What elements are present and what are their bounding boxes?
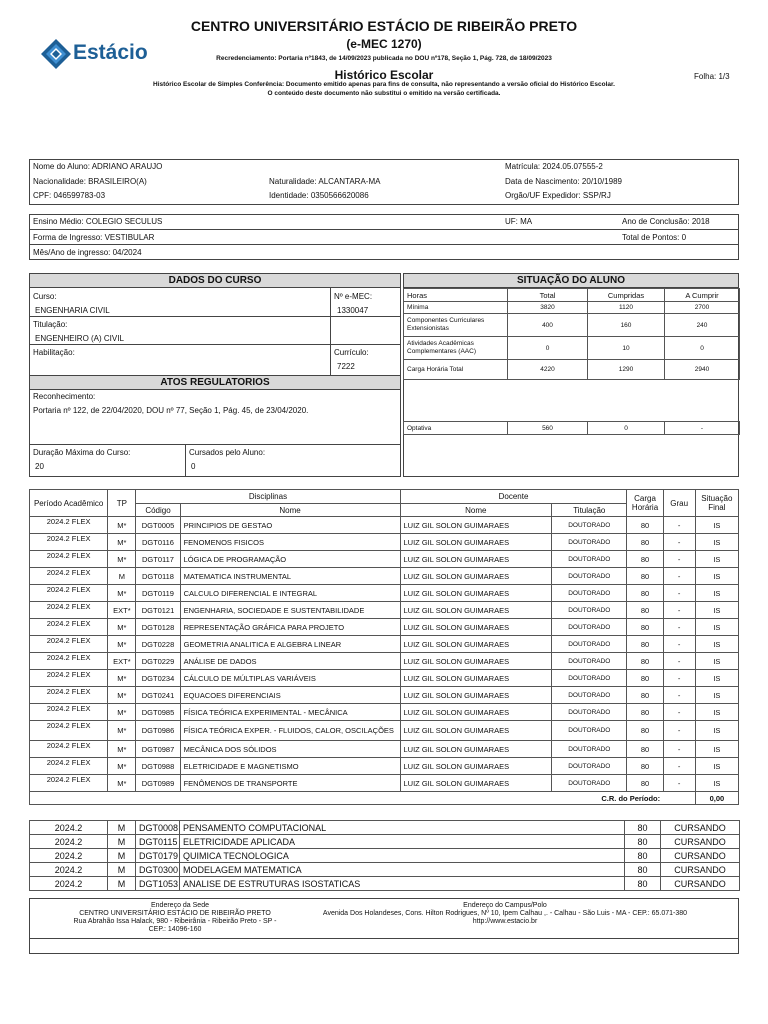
current-hours: 80 bbox=[625, 863, 661, 877]
discipline-teacher-title: DOUTORADO bbox=[552, 517, 627, 534]
divider bbox=[29, 244, 739, 245]
discipline-status: IS bbox=[695, 568, 738, 585]
discipline-status: IS bbox=[695, 653, 738, 670]
table-row bbox=[30, 534, 739, 551]
current-row bbox=[30, 877, 740, 891]
optativa-total: 560 bbox=[508, 422, 588, 435]
discipline-hours: 80 bbox=[627, 653, 663, 670]
discipline-grade: - bbox=[663, 568, 695, 585]
current-name: QUIMICA TECNOLOGICA bbox=[180, 849, 625, 863]
student-birthplace: Naturalidade: ALCANTARA-MA bbox=[269, 177, 381, 186]
discipline-status: IS bbox=[695, 534, 738, 551]
duracao-label: Duração Máxima do Curso: bbox=[33, 448, 131, 457]
discipline-teacher: LUIZ GIL SOLON GUIMARAES bbox=[400, 517, 552, 534]
discipline-grade: - bbox=[663, 602, 695, 619]
current-period: 2024.2 bbox=[30, 863, 108, 877]
col-titulacao: Titulação bbox=[552, 504, 627, 517]
discipline-grade: - bbox=[663, 704, 695, 721]
logo-wordmark: Estácio bbox=[73, 41, 148, 64]
discipline-hours: 80 bbox=[627, 741, 663, 758]
habilitacao-label: Habilitação: bbox=[33, 348, 75, 357]
discipline-period: 2024.2 FLEX bbox=[30, 670, 108, 687]
student-nationality: Nacionalidade: BRASILEIRO(A) bbox=[33, 177, 147, 186]
discipline-tp: EXT* bbox=[108, 602, 136, 619]
current-period: 2024.2 bbox=[30, 877, 108, 891]
emec-value: 1330047 bbox=[337, 306, 369, 315]
discipline-code: DGT0228 bbox=[136, 636, 180, 653]
discipline-tp: M* bbox=[108, 741, 136, 758]
current-code: DGT0008 bbox=[136, 821, 180, 835]
discipline-code: DGT0005 bbox=[136, 517, 180, 534]
discipline-period: 2024.2 FLEX bbox=[30, 758, 108, 775]
table-row bbox=[30, 721, 739, 741]
high-school: Ensino Médio: COLEGIO SECULUS bbox=[33, 217, 163, 226]
situation-row-todo: 240 bbox=[665, 314, 740, 337]
sede-address: Rua Abrahão Issa Halack, 980 - Ribeirânia - Ribeirão Preto - SP - bbox=[73, 918, 277, 925]
discipline-tp: M* bbox=[108, 721, 136, 741]
col-carga: Carga Horária bbox=[627, 490, 663, 517]
atos-title: ATOS REGULATORIOS bbox=[29, 375, 401, 390]
discipline-code: DGT0988 bbox=[136, 758, 180, 775]
current-period: 2024.2 bbox=[30, 835, 108, 849]
discipline-status: IS bbox=[695, 758, 738, 775]
current-status: CURSANDO bbox=[661, 877, 740, 891]
discipline-code: DGT0116 bbox=[136, 534, 180, 551]
discipline-period: 2024.2 FLEX bbox=[30, 534, 108, 551]
discipline-code: DGT0241 bbox=[136, 687, 180, 704]
discipline-code: DGT0118 bbox=[136, 568, 180, 585]
discipline-hours: 80 bbox=[627, 585, 663, 602]
discipline-teacher: LUIZ GIL SOLON GUIMARAES bbox=[400, 653, 552, 670]
table-row bbox=[30, 517, 739, 534]
discipline-teacher-title: DOUTORADO bbox=[552, 585, 627, 602]
discipline-teacher: LUIZ GIL SOLON GUIMARAES bbox=[400, 721, 552, 741]
current-period: 2024.2 bbox=[30, 821, 108, 835]
discipline-teacher: LUIZ GIL SOLON GUIMARAES bbox=[400, 619, 552, 636]
discipline-teacher: LUIZ GIL SOLON GUIMARAES bbox=[400, 670, 552, 687]
discipline-code: DGT0987 bbox=[136, 741, 180, 758]
discipline-teacher-title: DOUTORADO bbox=[552, 619, 627, 636]
current-row bbox=[30, 821, 740, 835]
disciplines-table bbox=[29, 489, 739, 805]
discipline-name: PRINCIPIOS DE GESTAO bbox=[180, 517, 400, 534]
col-disciplinas: Disciplinas bbox=[136, 490, 400, 504]
reconhecimento-value: Portaria nº 122, de 22/04/2020, DOU nº 77, Seção 1, Pág. 45, de 23/04/2020. bbox=[33, 406, 309, 415]
reconhecimento-label: Reconhecimento: bbox=[33, 392, 96, 401]
course-value: ENGENHARIA CIVIL bbox=[35, 306, 110, 315]
discipline-name: EQUACOES DIFERENCIAIS bbox=[180, 687, 400, 704]
discipline-period: 2024.2 FLEX bbox=[30, 775, 108, 792]
situation-row-todo: 2940 bbox=[665, 360, 740, 380]
discipline-period: 2024.2 FLEX bbox=[30, 602, 108, 619]
course-label: Curso: bbox=[33, 292, 57, 301]
discipline-status: IS bbox=[695, 636, 738, 653]
student-birthdate: Data de Nascimento: 20/10/1989 bbox=[505, 177, 622, 186]
current-tp: M bbox=[108, 877, 136, 891]
table-row bbox=[30, 653, 739, 670]
discipline-teacher-title: DOUTORADO bbox=[552, 721, 627, 741]
current-tp: M bbox=[108, 835, 136, 849]
discipline-hours: 80 bbox=[627, 775, 663, 792]
discipline-tp: M* bbox=[108, 687, 136, 704]
estacio-logo-icon bbox=[40, 38, 72, 70]
discipline-period: 2024.2 FLEX bbox=[30, 585, 108, 602]
student-issuer: Orgão/UF Expedidor: SSP/RJ bbox=[505, 191, 611, 200]
campus-label: Endereço do Campus/Polo bbox=[463, 902, 547, 909]
cr-label: C.R. do Período: bbox=[30, 792, 664, 805]
discipline-teacher: LUIZ GIL SOLON GUIMARAES bbox=[400, 741, 552, 758]
discipline-tp: M* bbox=[108, 775, 136, 792]
current-code: DGT1053 bbox=[136, 877, 180, 891]
discipline-grade: - bbox=[663, 687, 695, 704]
table-row bbox=[30, 704, 739, 721]
current-hours: 80 bbox=[625, 877, 661, 891]
discipline-hours: 80 bbox=[627, 721, 663, 741]
discipline-name: FENOMENOS FISICOS bbox=[180, 534, 400, 551]
student-identity: Identidade: 0350566620086 bbox=[269, 191, 369, 200]
current-row bbox=[30, 863, 740, 877]
discipline-tp: M bbox=[108, 568, 136, 585]
discipline-teacher-title: DOUTORADO bbox=[552, 687, 627, 704]
discipline-teacher-title: DOUTORADO bbox=[552, 636, 627, 653]
discipline-code: DGT0985 bbox=[136, 704, 180, 721]
discipline-grade: - bbox=[663, 517, 695, 534]
current-status: CURSANDO bbox=[661, 863, 740, 877]
discipline-status: IS bbox=[695, 670, 738, 687]
discipline-name: REPRESENTAÇÃO GRÁFICA PARA PROJETO bbox=[180, 619, 400, 636]
current-status: CURSANDO bbox=[661, 821, 740, 835]
discipline-teacher-title: DOUTORADO bbox=[552, 568, 627, 585]
col-grau: Grau bbox=[663, 490, 695, 517]
optativa-done: 0 bbox=[588, 422, 665, 435]
discipline-hours: 80 bbox=[627, 758, 663, 775]
course-data-title: DADOS DO CURSO bbox=[29, 273, 401, 288]
cr-value: 0,00 bbox=[695, 792, 738, 805]
discipline-status: IS bbox=[695, 721, 738, 741]
disclaimer-line-2: O conteúdo deste documento não substitui o emitido na versão certificada. bbox=[267, 90, 501, 97]
discipline-teacher: LUIZ GIL SOLON GUIMARAES bbox=[400, 534, 552, 551]
col-codigo: Código bbox=[136, 504, 180, 517]
situation-row-label: Atividades Acadêmicas Complementares (AAC) bbox=[404, 337, 508, 360]
situation-row-total: 400 bbox=[508, 314, 588, 337]
recredenciamento: Recredenciamento: Portaria nº1843, de 14/09/2023 publicada no DOU nº178, Seção 1, Pág. 728, de 18/09/2023 bbox=[216, 55, 552, 62]
discipline-period: 2024.2 FLEX bbox=[30, 568, 108, 585]
discipline-period: 2024.2 FLEX bbox=[30, 704, 108, 721]
table-row bbox=[30, 687, 739, 704]
optativa-todo: - bbox=[665, 422, 740, 435]
table-row bbox=[30, 758, 739, 775]
duracao-value: 20 bbox=[35, 462, 44, 471]
discipline-period: 2024.2 FLEX bbox=[30, 517, 108, 534]
col-periodo: Período Acadêmico bbox=[30, 490, 108, 517]
discipline-period: 2024.2 FLEX bbox=[30, 619, 108, 636]
discipline-grade: - bbox=[663, 534, 695, 551]
discipline-tp: M* bbox=[108, 670, 136, 687]
discipline-name: FÍSICA TEÓRICA EXPER. - FLUIDOS, CALOR, OSCILAÇÕES bbox=[180, 721, 400, 741]
current-name: ANALISE DE ESTRUTURAS ISOSTATICAS bbox=[180, 877, 625, 891]
discipline-code: DGT0229 bbox=[136, 653, 180, 670]
discipline-teacher-title: DOUTORADO bbox=[552, 551, 627, 568]
document-title: Histórico Escolar bbox=[334, 68, 434, 82]
table-row bbox=[30, 568, 739, 585]
discipline-hours: 80 bbox=[627, 534, 663, 551]
discipline-teacher-title: DOUTORADO bbox=[552, 758, 627, 775]
current-tp: M bbox=[108, 849, 136, 863]
situation-row-label: Componentes Curriculares Extensionistas bbox=[404, 314, 508, 337]
col-nome: Nome bbox=[180, 504, 400, 517]
current-hours: 80 bbox=[625, 835, 661, 849]
discipline-hours: 80 bbox=[627, 687, 663, 704]
discipline-tp: M* bbox=[108, 534, 136, 551]
current-name: PENSAMENTO COMPUTACIONAL bbox=[180, 821, 625, 835]
situation-row-total: 0 bbox=[508, 337, 588, 360]
discipline-name: ELETRICIDADE E MAGNETISMO bbox=[180, 758, 400, 775]
current-tp: M bbox=[108, 863, 136, 877]
discipline-period: 2024.2 FLEX bbox=[30, 741, 108, 758]
situation-header-todo: A Cumprir bbox=[665, 289, 740, 302]
student-name: Nome do Aluno: ADRIANO ARAUJO bbox=[33, 162, 163, 171]
situation-header-horas: Horas bbox=[404, 289, 508, 302]
discipline-hours: 80 bbox=[627, 670, 663, 687]
table-row bbox=[30, 670, 739, 687]
student-enrollment: Matrícula: 2024.05.07555-2 bbox=[505, 162, 603, 171]
sede-label: Endereço da Sede bbox=[151, 902, 209, 909]
current-tp: M bbox=[108, 821, 136, 835]
disclaimer-line-1: Histórico Escolar de Simples Conferência: Documento emitido apenas para fins de consulta, não representando a versão oficial do Histórico Escolar. bbox=[153, 81, 615, 88]
discipline-name: ANÁLISE DE DADOS bbox=[180, 653, 400, 670]
institution-name: CENTRO UNIVERSITÁRIO ESTÁCIO DE RIBEIRÃO PRETO bbox=[190, 18, 578, 34]
discipline-hours: 80 bbox=[627, 602, 663, 619]
discipline-hours: 80 bbox=[627, 517, 663, 534]
campus-url[interactable]: http://www.estacio.br bbox=[472, 918, 538, 925]
current-name: ELETRICIDADE APLICADA bbox=[180, 835, 625, 849]
situation-header-done: Cumpridas bbox=[588, 289, 665, 302]
current-courses-table bbox=[29, 820, 740, 891]
cursados-value: 0 bbox=[191, 462, 196, 471]
discipline-grade: - bbox=[663, 585, 695, 602]
current-code: DGT0179 bbox=[136, 849, 180, 863]
current-hours: 80 bbox=[625, 821, 661, 835]
divider bbox=[29, 444, 401, 445]
discipline-teacher: LUIZ GIL SOLON GUIMARAES bbox=[400, 551, 552, 568]
discipline-teacher-title: DOUTORADO bbox=[552, 775, 627, 792]
col-docente-nome: Nome bbox=[400, 504, 552, 517]
discipline-code: DGT0121 bbox=[136, 602, 180, 619]
current-code: DGT0300 bbox=[136, 863, 180, 877]
curriculo-value: 7222 bbox=[337, 362, 355, 371]
emec-label: Nº e-MEC: bbox=[334, 292, 373, 301]
discipline-code: DGT0128 bbox=[136, 619, 180, 636]
discipline-teacher: LUIZ GIL SOLON GUIMARAES bbox=[400, 775, 552, 792]
discipline-period: 2024.2 FLEX bbox=[30, 636, 108, 653]
divider bbox=[29, 938, 739, 939]
cursados-label: Cursados pelo Aluno: bbox=[189, 448, 266, 457]
discipline-code: DGT0234 bbox=[136, 670, 180, 687]
sede-cep: CEP.: 14096-160 bbox=[148, 926, 202, 933]
page-number: Folha: 1/3 bbox=[694, 72, 730, 81]
situation-row-done: 1120 bbox=[588, 302, 665, 314]
discipline-name: MATEMATICA INSTRUMENTAL bbox=[180, 568, 400, 585]
current-status: CURSANDO bbox=[661, 835, 740, 849]
discipline-tp: M* bbox=[108, 636, 136, 653]
discipline-teacher: LUIZ GIL SOLON GUIMARAES bbox=[400, 636, 552, 653]
situation-row-todo: 2700 bbox=[665, 302, 740, 314]
discipline-tp: EXT* bbox=[108, 653, 136, 670]
discipline-status: IS bbox=[695, 775, 738, 792]
table-row bbox=[30, 775, 739, 792]
sede-name: CENTRO UNIVERSITÁRIO ESTÁCIO DE RIBEIRÃO PRETO bbox=[79, 910, 271, 917]
discipline-teacher: LUIZ GIL SOLON GUIMARAES bbox=[400, 568, 552, 585]
current-code: DGT0115 bbox=[136, 835, 180, 849]
divider bbox=[330, 288, 331, 376]
discipline-tp: M* bbox=[108, 585, 136, 602]
discipline-teacher: LUIZ GIL SOLON GUIMARAES bbox=[400, 758, 552, 775]
discipline-hours: 80 bbox=[627, 636, 663, 653]
discipline-status: IS bbox=[695, 704, 738, 721]
discipline-teacher-title: DOUTORADO bbox=[552, 741, 627, 758]
table-row bbox=[30, 741, 739, 758]
discipline-teacher-title: DOUTORADO bbox=[552, 704, 627, 721]
discipline-name: CÁLCULO DE MÚLTIPLAS VARIÁVEIS bbox=[180, 670, 400, 687]
current-name: MODELAGEM MATEMATICA bbox=[180, 863, 625, 877]
discipline-hours: 80 bbox=[627, 704, 663, 721]
discipline-name: LÓGICA DE PROGRAMAÇÃO bbox=[180, 551, 400, 568]
situation-row-label: Mínima bbox=[404, 302, 508, 314]
titulacao-value: ENGENHEIRO (A) CIVIL bbox=[35, 334, 124, 343]
situation-header-total: Total bbox=[508, 289, 588, 302]
divider bbox=[29, 344, 401, 345]
entry-form: Forma de Ingresso: VESTIBULAR bbox=[33, 233, 155, 242]
situation-row-total: 3820 bbox=[508, 302, 588, 314]
student-cpf: CPF: 046599783-03 bbox=[33, 191, 106, 200]
discipline-name: ENGENHARIA, SOCIEDADE E SUSTENTABILIDADE bbox=[180, 602, 400, 619]
table-row bbox=[30, 619, 739, 636]
discipline-name: FENÔMENOS DE TRANSPORTE bbox=[180, 775, 400, 792]
discipline-tp: M* bbox=[108, 551, 136, 568]
discipline-period: 2024.2 FLEX bbox=[30, 551, 108, 568]
entry-date: Mês/Ano de ingresso: 04/2024 bbox=[33, 248, 142, 257]
high-school-uf: UF: MA bbox=[505, 217, 533, 226]
current-status: CURSANDO bbox=[661, 849, 740, 863]
discipline-code: DGT0117 bbox=[136, 551, 180, 568]
discipline-tp: M* bbox=[108, 704, 136, 721]
discipline-teacher: LUIZ GIL SOLON GUIMARAES bbox=[400, 585, 552, 602]
discipline-grade: - bbox=[663, 758, 695, 775]
discipline-status: IS bbox=[695, 551, 738, 568]
divider bbox=[29, 229, 739, 230]
discipline-teacher-title: DOUTORADO bbox=[552, 670, 627, 687]
table-row bbox=[30, 636, 739, 653]
discipline-tp: M* bbox=[108, 758, 136, 775]
discipline-period: 2024.2 FLEX bbox=[30, 687, 108, 704]
current-hours: 80 bbox=[625, 849, 661, 863]
current-period: 2024.2 bbox=[30, 849, 108, 863]
current-row bbox=[30, 849, 740, 863]
discipline-status: IS bbox=[695, 741, 738, 758]
discipline-name: FÍSICA TEÓRICA EXPERIMENTAL - MECÂNICA bbox=[180, 704, 400, 721]
emec-code: (e-MEC 1270) bbox=[346, 37, 422, 51]
situation-row-label: Carga Horária Total bbox=[404, 360, 508, 380]
discipline-period: 2024.2 FLEX bbox=[30, 653, 108, 670]
discipline-name: CALCULO DIFERENCIAL E INTEGRAL bbox=[180, 585, 400, 602]
discipline-grade: - bbox=[663, 619, 695, 636]
discipline-status: IS bbox=[695, 517, 738, 534]
current-row bbox=[30, 835, 740, 849]
discipline-teacher: LUIZ GIL SOLON GUIMARAES bbox=[400, 602, 552, 619]
discipline-status: IS bbox=[695, 585, 738, 602]
discipline-name: MECÂNICA DOS SÓLIDOS bbox=[180, 741, 400, 758]
situation-row-todo: 0 bbox=[665, 337, 740, 360]
discipline-grade: - bbox=[663, 741, 695, 758]
table-row bbox=[30, 602, 739, 619]
table-row bbox=[30, 551, 739, 568]
col-situacao: Situação Final bbox=[695, 490, 738, 517]
discipline-tp: M* bbox=[108, 619, 136, 636]
discipline-hours: 80 bbox=[627, 568, 663, 585]
discipline-name: GEOMETRIA ANALITICA E ALGEBRA LINEAR bbox=[180, 636, 400, 653]
discipline-teacher: LUIZ GIL SOLON GUIMARAES bbox=[400, 687, 552, 704]
col-docente: Docente bbox=[400, 490, 627, 504]
total-points: Total de Pontos: 0 bbox=[622, 233, 687, 242]
discipline-teacher: LUIZ GIL SOLON GUIMARAES bbox=[400, 704, 552, 721]
estacio-logo bbox=[40, 38, 148, 70]
curriculo-label: Currículo: bbox=[334, 348, 369, 357]
situation-row-total: 4220 bbox=[508, 360, 588, 380]
discipline-teacher-title: DOUTORADO bbox=[552, 602, 627, 619]
discipline-hours: 80 bbox=[627, 551, 663, 568]
situation-row-done: 1290 bbox=[588, 360, 665, 380]
discipline-code: DGT0986 bbox=[136, 721, 180, 741]
discipline-status: IS bbox=[695, 602, 738, 619]
discipline-tp: M* bbox=[108, 517, 136, 534]
table-row bbox=[30, 585, 739, 602]
discipline-status: IS bbox=[695, 687, 738, 704]
conclusion-year: Ano de Conclusão: 2018 bbox=[622, 217, 710, 226]
discipline-grade: - bbox=[663, 636, 695, 653]
discipline-grade: - bbox=[663, 775, 695, 792]
divider bbox=[29, 316, 401, 317]
discipline-grade: - bbox=[663, 551, 695, 568]
discipline-hours: 80 bbox=[627, 619, 663, 636]
situation-title: SITUAÇÃO DO ALUNO bbox=[403, 273, 739, 288]
situation-row-done: 10 bbox=[588, 337, 665, 360]
situation-row-done: 160 bbox=[588, 314, 665, 337]
campus-address: Avenida Dos Holandeses, Cons. Hilton Rodrigues, Nº 10, Ipem Calhau ,. - Calhau - São Luis - MA - CEP.: 65.071-380 bbox=[322, 910, 688, 917]
discipline-period: 2024.2 FLEX bbox=[30, 721, 108, 741]
divider bbox=[185, 444, 186, 477]
titulacao-label: Titulação: bbox=[33, 320, 68, 329]
discipline-grade: - bbox=[663, 721, 695, 741]
discipline-grade: - bbox=[663, 653, 695, 670]
discipline-teacher-title: DOUTORADO bbox=[552, 653, 627, 670]
discipline-status: IS bbox=[695, 619, 738, 636]
discipline-code: DGT0119 bbox=[136, 585, 180, 602]
optativa-label: Optativa bbox=[404, 422, 508, 435]
discipline-teacher-title: DOUTORADO bbox=[552, 534, 627, 551]
discipline-grade: - bbox=[663, 670, 695, 687]
col-tp: TP bbox=[108, 490, 136, 517]
discipline-code: DGT0989 bbox=[136, 775, 180, 792]
situation-table bbox=[403, 288, 740, 435]
